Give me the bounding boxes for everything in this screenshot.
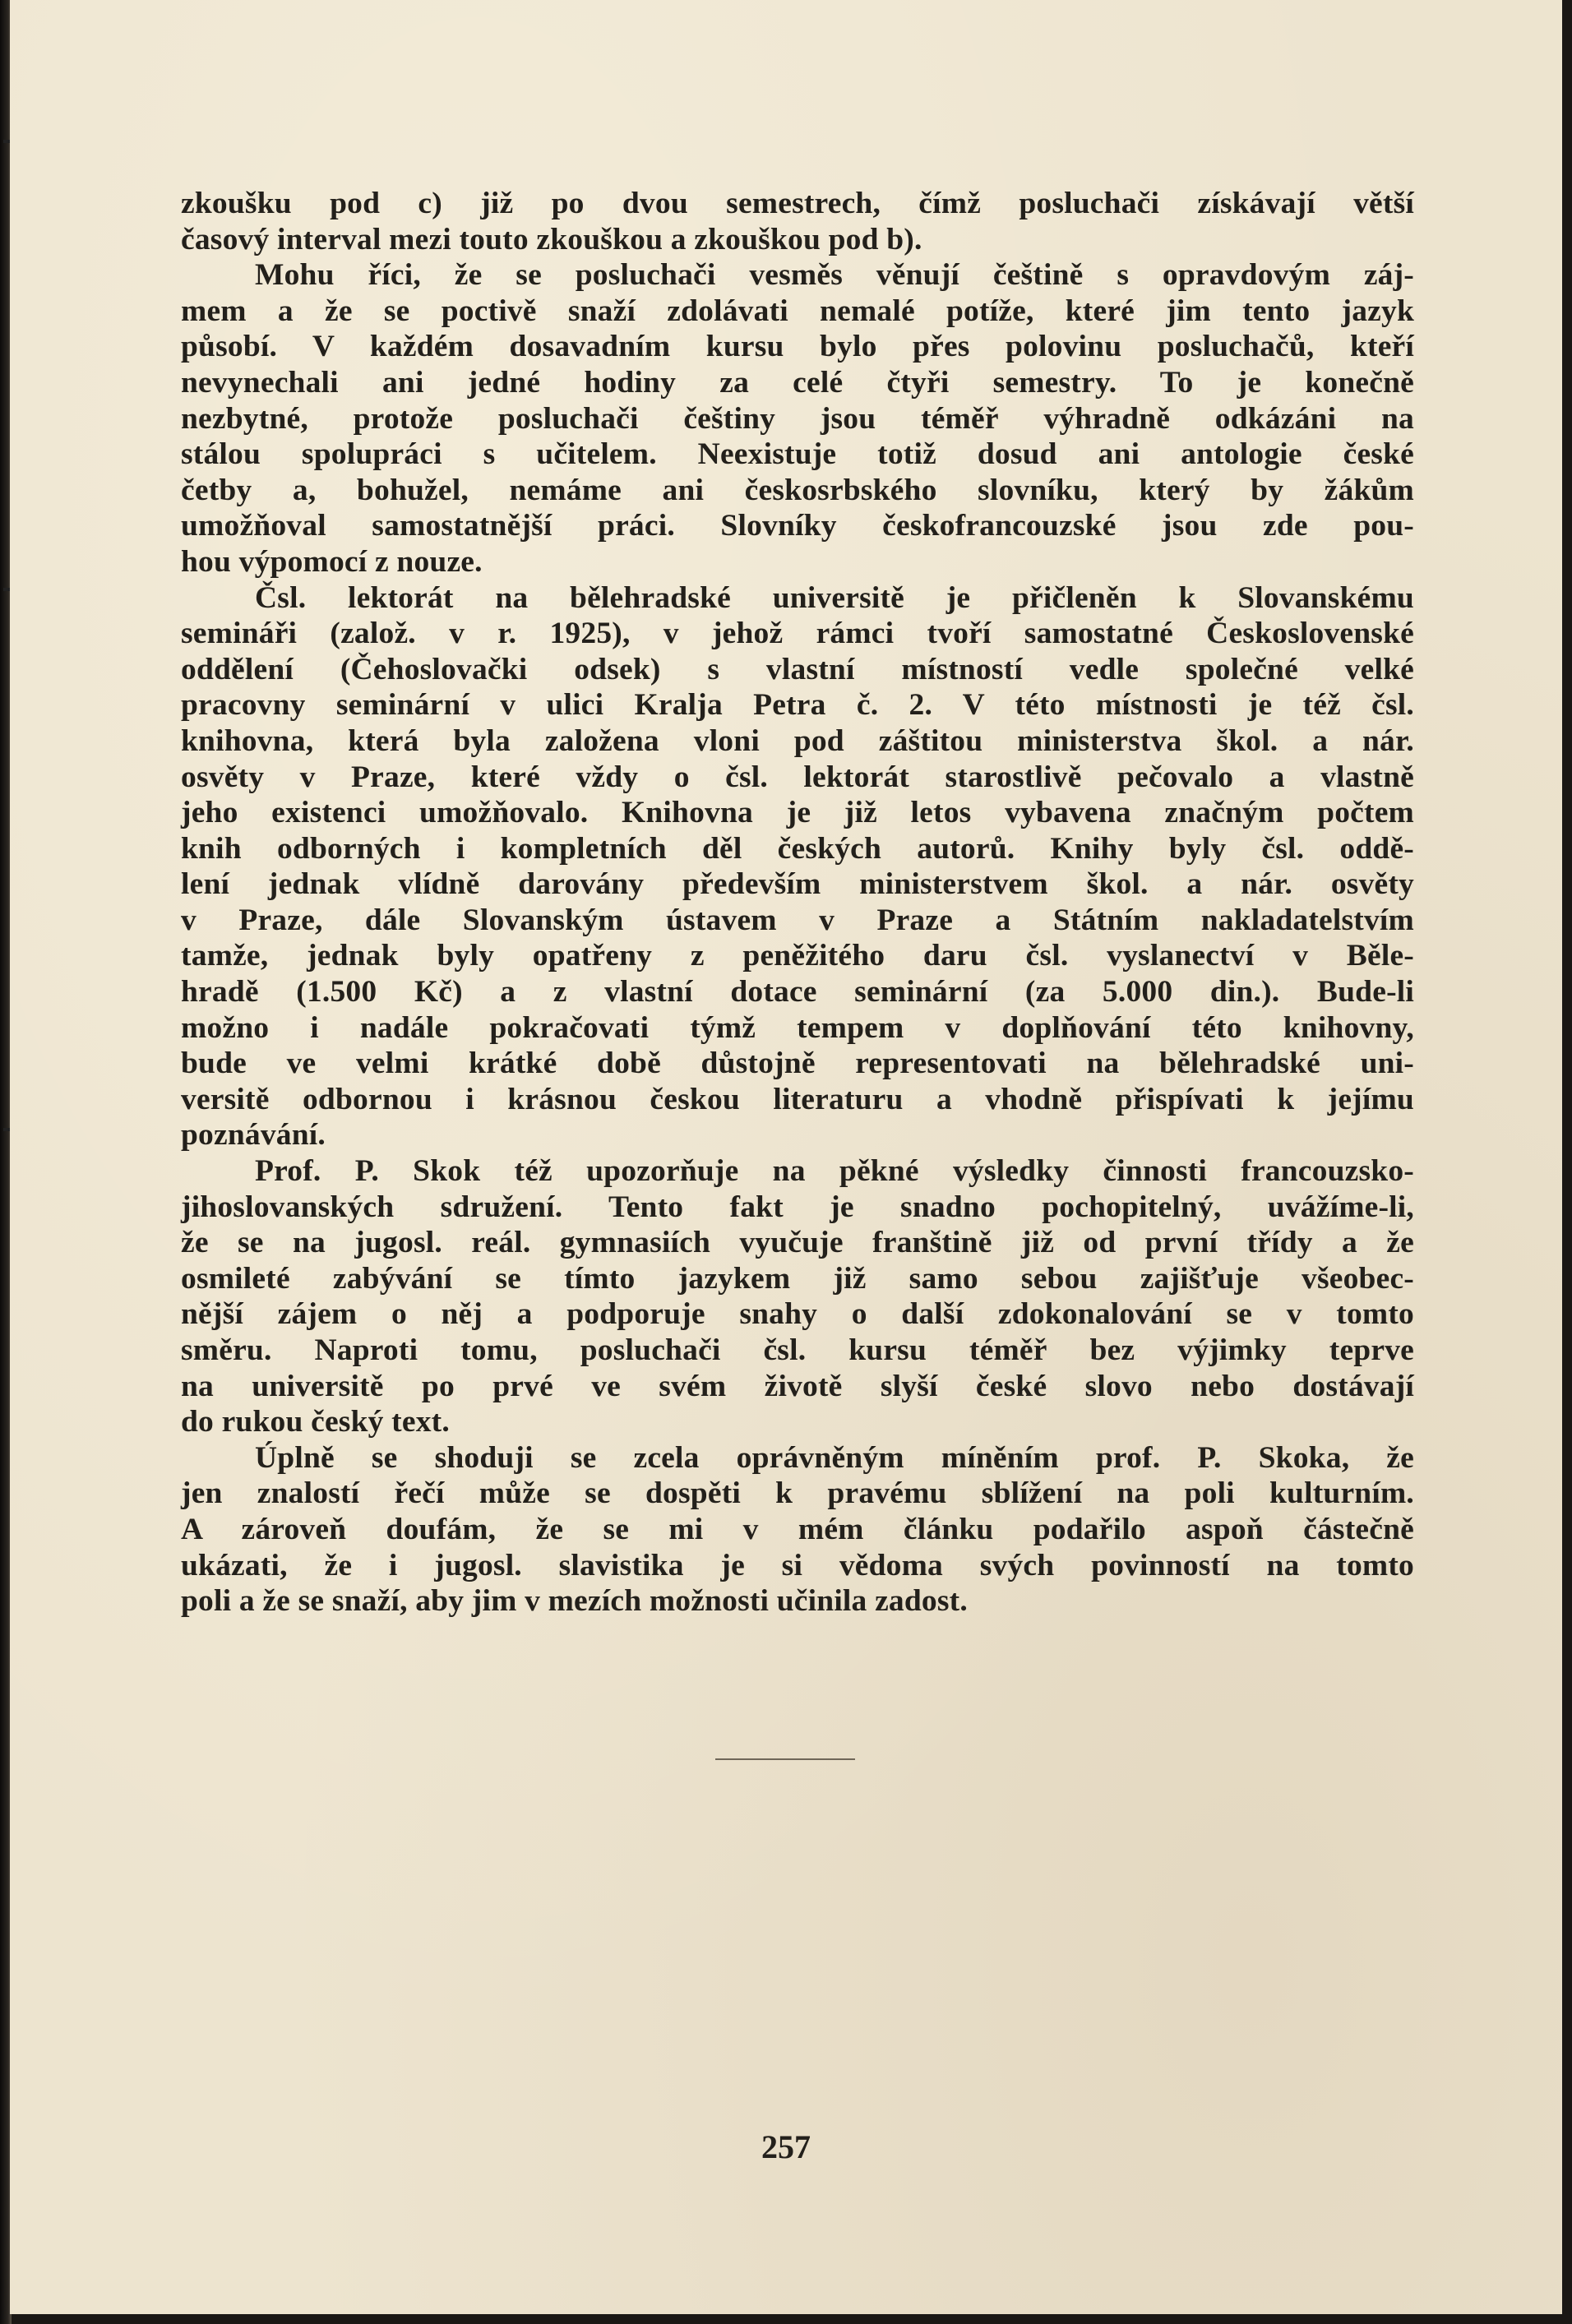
text-line: do rukou český text. <box>181 1405 450 1439</box>
text-line: hradě (1.500 Kč) a z vlastní dotace seminární (za 5.000 din.). Bude-li <box>181 975 1414 1010</box>
text-line: v Praze, dále Slovanským ústavem v Praze a Státním nakladatelstvím <box>181 903 1414 937</box>
text-line: mem a že se poctivě snaží zdolávati nemalé potíže, které jim tento jazyk <box>181 293 1414 328</box>
text-line: ukázati, že i jugosl. slavistika je si vědoma svých povinností na tomto <box>181 1548 1414 1582</box>
text-line: oddělení (Čehoslovački odsek) s vlastní místností vedle společné velké <box>181 652 1414 686</box>
text-line: četby a, bohužel, nemáme ani českosrbského slovníku, který by žákům <box>181 473 1414 507</box>
text-line: že se na jugosl. reál. gymnasiích vyučuje franštině již od první třídy a že <box>181 1226 1414 1260</box>
text-line: nezbytné, protože posluchači češtiny jsou téměř výhradně odkázáni na <box>181 401 1414 436</box>
text-line: pracovny seminární v ulici Kralja Petra č. 2. V této místnosti je též čsl. <box>181 688 1414 723</box>
text-line: knihovna, která byla založena vloni pod záštitou ministerstva škol. a nár. <box>181 723 1414 758</box>
text-line: poli a že se snaží, aby jim v mezích možnosti učinila zadost. <box>181 1584 968 1619</box>
text-line: stálou spolupráci s učitelem. Neexistuje totiž dosud ani antologie české <box>181 437 1414 472</box>
text-line: bude ve velmi krátké době důstojně representovati na bělehradské uni- <box>181 1046 1414 1081</box>
text-line: zkoušku pod c) již po dvou semestrech, čímž posluchači získávají větší <box>181 187 1414 220</box>
text-line: lení jednak vlídně darovány především ministerstvem škol. a nár. osvěty <box>181 867 1414 902</box>
text-line: možno i nadále pokračovati týmž tempem v doplňování této knihovny, <box>181 1010 1414 1045</box>
text-line: osvěty v Praze, které vždy o čsl. lektorát starostlivě pečovalo a vlastně <box>181 760 1414 794</box>
text-line: působí. V každém dosavadním kursu bylo přes polovinu posluchačů, kteří <box>181 330 1414 364</box>
page-number: 257 <box>761 2128 811 2165</box>
paragraph <box>181 1440 1414 1619</box>
text-line: Mohu říci, že se posluchači vesměs věnují češtině s opravdovým záj- <box>255 258 1414 293</box>
text-line: versitě odbornou i krásnou českou literaturu a vhodně přispívati k jejímu <box>181 1082 1414 1116</box>
paragraph <box>181 186 1414 257</box>
text-line: Úplně se shoduji se zcela oprávněným míněním prof. P. Skoka, že <box>255 1440 1414 1475</box>
section-divider <box>715 1758 855 1760</box>
text-line: jeho existenci umožňovalo. Knihovna je již letos vybavena značným počtem <box>181 796 1414 830</box>
paragraph <box>181 257 1414 580</box>
text-line: Prof. P. Skok též upozorňuje na pěkné výsledky činnosti francouzsko- <box>255 1154 1414 1189</box>
text-line: časový interval mezi touto zkouškou a zkouškou pod b). <box>181 222 922 256</box>
paragraph <box>181 1153 1414 1440</box>
text-line: na universitě po prvé ve svém životě slyší české slovo nebo dostávají <box>181 1369 1414 1403</box>
paragraph <box>181 580 1414 1154</box>
text-line: nější zájem o něj a podporuje snahy o další zdokonalování se v tomto <box>181 1297 1414 1332</box>
text-line: umožňoval samostatnější práci. Slovníky českofrancouzské jsou zde pou- <box>181 509 1414 543</box>
text-line: jihoslovanských sdružení. Tento fakt je snadno pochopitelný, uvážíme-li, <box>181 1190 1414 1224</box>
text-line: směru. Naproti tomu, posluchači čsl. kursu téměř bez výjimky teprve <box>181 1333 1414 1367</box>
text-line: jen znalostí řečí může se dospěti k pravému sblížení na poli kulturním. <box>181 1476 1414 1511</box>
text-line: A zároveň doufám, že se mi v mém článku podařilo aspoň částečně <box>181 1512 1414 1546</box>
text-line: osmileté zabývání se tímto jazykem již samo sebou zajišťuje všeobec- <box>181 1261 1414 1296</box>
text-line: knih odborných i kompletních děl českých autorů. Knihy byly čsl. oddě- <box>181 831 1414 866</box>
text-line: tamže, jednak byly opatřeny z peněžitého daru čsl. vyslanectví v Běle- <box>181 939 1414 973</box>
text-line: nevynechali ani jedné hodiny za celé čtyři semestry. To je konečně <box>181 365 1414 400</box>
text-line: poznávání. <box>181 1118 326 1153</box>
body-text <box>181 186 1414 1619</box>
text-line: Čsl. lektorát na bělehradské universitě je přičleněn k Slovanskému <box>255 580 1414 615</box>
text-line: hou výpomocí z nouze. <box>181 544 483 579</box>
text-line: semináři (založ. v r. 1925), v jehož rámci tvoří samostatné Československé <box>181 617 1414 651</box>
